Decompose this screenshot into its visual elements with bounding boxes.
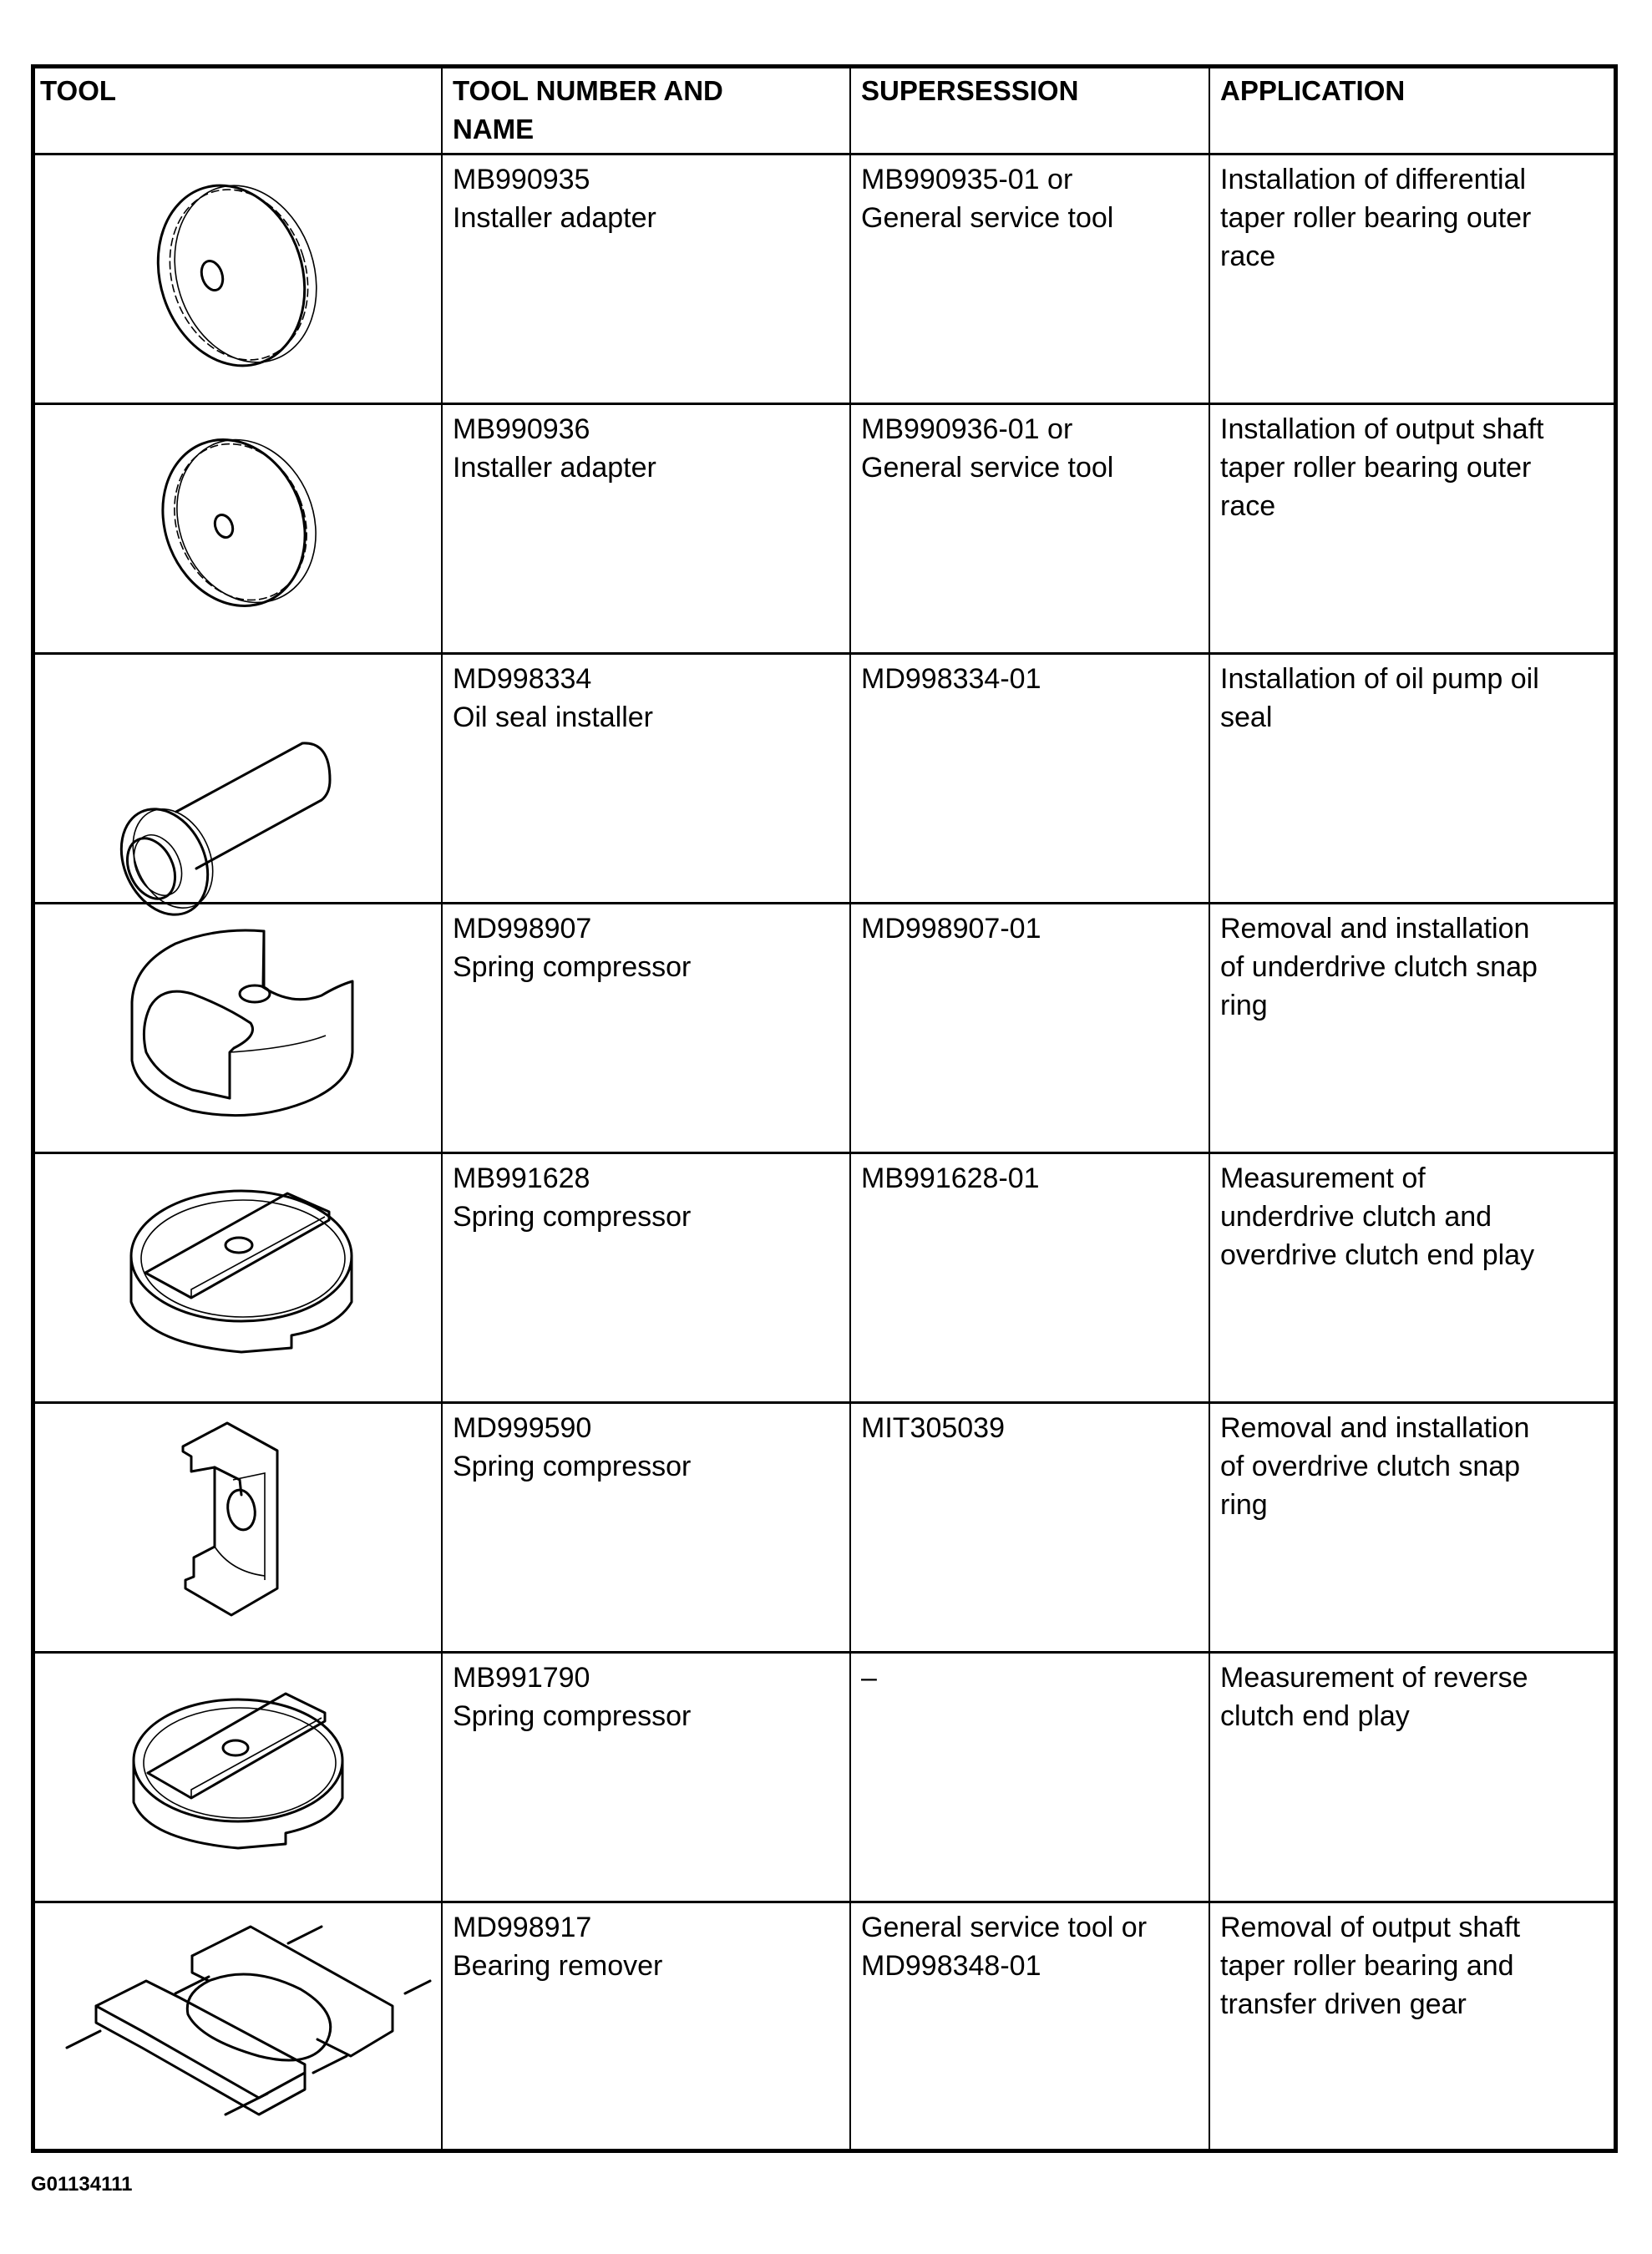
column-divider (441, 68, 443, 2149)
row-5-supersession (851, 1154, 1209, 1198)
special-tools-table (31, 64, 1618, 2153)
supersession-line: General service tool (861, 452, 1114, 484)
row-8-application (1210, 1903, 1614, 2024)
tool-name: Spring compressor (453, 1201, 692, 1233)
column-divider (1209, 68, 1210, 2149)
row-6-application (1210, 1404, 1614, 1524)
oil-seal-installer-icon (114, 728, 365, 929)
tool-number: MB990936 (453, 413, 590, 445)
supersession-line: MB991628-01 (861, 1162, 1040, 1194)
header-application-label: APPLICATION (1220, 75, 1406, 106)
supersession-line: General service tool (861, 202, 1114, 234)
tool-name: Oil seal installer (453, 702, 653, 733)
row-8-supersession (851, 1903, 1209, 1985)
header-tool (35, 68, 441, 110)
application-line: taper roller bearing outer (1220, 202, 1532, 234)
tool-number: MD998907 (453, 913, 592, 945)
tool-name: Spring compressor (453, 1451, 692, 1482)
tool-number: MD999590 (453, 1412, 592, 1444)
row-2-tool-number-name (443, 405, 849, 487)
tool-number: MB990935 (453, 164, 590, 195)
row-8-tool-number-name (443, 1903, 849, 1985)
application-line: race (1220, 490, 1276, 522)
supersession-line: MIT305039 (861, 1412, 1005, 1444)
supersession-line: MD998907-01 (861, 913, 1041, 945)
supersession-line: MB990935-01 or (861, 164, 1073, 195)
application-line: ring (1220, 990, 1268, 1021)
application-line: taper roller bearing and (1220, 1950, 1514, 1982)
figure-id: G01134111 (31, 2173, 133, 2196)
application-line: overdrive clutch end play (1220, 1239, 1535, 1271)
application-line: Measurement of reverse (1220, 1662, 1528, 1694)
row-7-application (1210, 1654, 1614, 1735)
application-line: Removal and installation (1220, 1412, 1530, 1444)
header-application (1210, 68, 1614, 110)
row-1-application (1210, 155, 1614, 276)
row-3-application (1210, 655, 1614, 737)
tool-image-bearing-remover (75, 1922, 409, 2123)
row-7-supersession (851, 1654, 1209, 1697)
tool-image-spring-compressor-mb991790 (131, 1689, 348, 1856)
row-3-tool-number-name (443, 655, 849, 737)
tool-name: Installer adapter (453, 202, 656, 234)
header-number-line2: NAME (453, 114, 535, 144)
application-line: seal (1220, 702, 1273, 733)
application-line: underdrive clutch and (1220, 1201, 1492, 1233)
application-line: clutch end play (1220, 1700, 1410, 1732)
header-supersession-label: SUPERSESSION (861, 75, 1079, 106)
row-5-tool-number-name (443, 1154, 849, 1236)
spring-compressor-ring-icon (131, 1689, 348, 1856)
tool-name: Spring compressor (453, 951, 692, 983)
tool-number: MD998917 (453, 1912, 592, 1943)
header-tool-label: TOOL (40, 75, 117, 106)
tool-image-spring-compressor-md999590 (181, 1421, 290, 1622)
row-4-application (1210, 904, 1614, 1025)
application-line: Removal of output shaft (1220, 1912, 1521, 1943)
tool-name: Bearing remover (453, 1950, 663, 1982)
tool-name: Spring compressor (453, 1700, 692, 1732)
row-3-supersession (851, 655, 1209, 698)
tool-number: MD998334 (453, 663, 592, 695)
row-2-application (1210, 405, 1614, 525)
application-line: transfer driven gear (1220, 1988, 1467, 2020)
application-line: Removal and installation (1220, 913, 1530, 945)
row-6-supersession (851, 1404, 1209, 1447)
spring-compressor-cutout-icon (125, 927, 359, 1119)
column-divider (849, 68, 851, 2149)
supersession-line: General service tool or (861, 1912, 1148, 1943)
application-line: of underdrive clutch snap (1220, 951, 1538, 983)
spring-compressor-bracket-icon (181, 1421, 290, 1622)
row-1-supersession (851, 155, 1209, 237)
tool-number: MB991628 (453, 1162, 590, 1194)
application-line: Installation of output shaft (1220, 413, 1544, 445)
row-7-tool-number-name (443, 1654, 849, 1735)
tool-image-installer-adapter-2 (159, 433, 326, 616)
header-tool-number-name (443, 68, 849, 149)
installer-adapter-disk-icon (152, 175, 336, 376)
header-supersession (851, 68, 1209, 110)
supersession-line: MD998334-01 (861, 663, 1041, 695)
application-line: taper roller bearing outer (1220, 452, 1532, 484)
supersession-line: – (861, 1662, 877, 1694)
application-line: ring (1220, 1489, 1268, 1521)
tool-image-spring-compressor-mb991628 (129, 1185, 358, 1360)
spring-compressor-ring-icon (129, 1185, 358, 1360)
row-4-supersession (851, 904, 1209, 948)
header-number-line1: TOOL NUMBER AND (453, 75, 723, 106)
tool-image-spring-compressor-md998907 (125, 927, 359, 1119)
application-line: Installation of differential (1220, 164, 1527, 195)
application-line: of overdrive clutch snap (1220, 1451, 1521, 1482)
installer-adapter-disk-icon (159, 433, 326, 616)
row-5-application (1210, 1154, 1614, 1274)
row-2-supersession (851, 405, 1209, 487)
application-line: Measurement of (1220, 1162, 1426, 1194)
row-4-tool-number-name (443, 904, 849, 986)
tool-name: Installer adapter (453, 452, 656, 484)
row-1-tool-number-name (443, 155, 849, 237)
supersession-line: MB990936-01 or (861, 413, 1073, 445)
row-6-tool-number-name (443, 1404, 849, 1486)
application-line: Installation of oil pump oil (1220, 663, 1539, 695)
tool-number: MB991790 (453, 1662, 590, 1694)
tool-image-installer-adapter-1 (152, 175, 336, 376)
supersession-line: MD998348-01 (861, 1950, 1041, 1982)
tool-image-oil-seal-installer (114, 728, 365, 929)
application-line: race (1220, 241, 1276, 272)
bearing-remover-icon (75, 1922, 409, 2123)
